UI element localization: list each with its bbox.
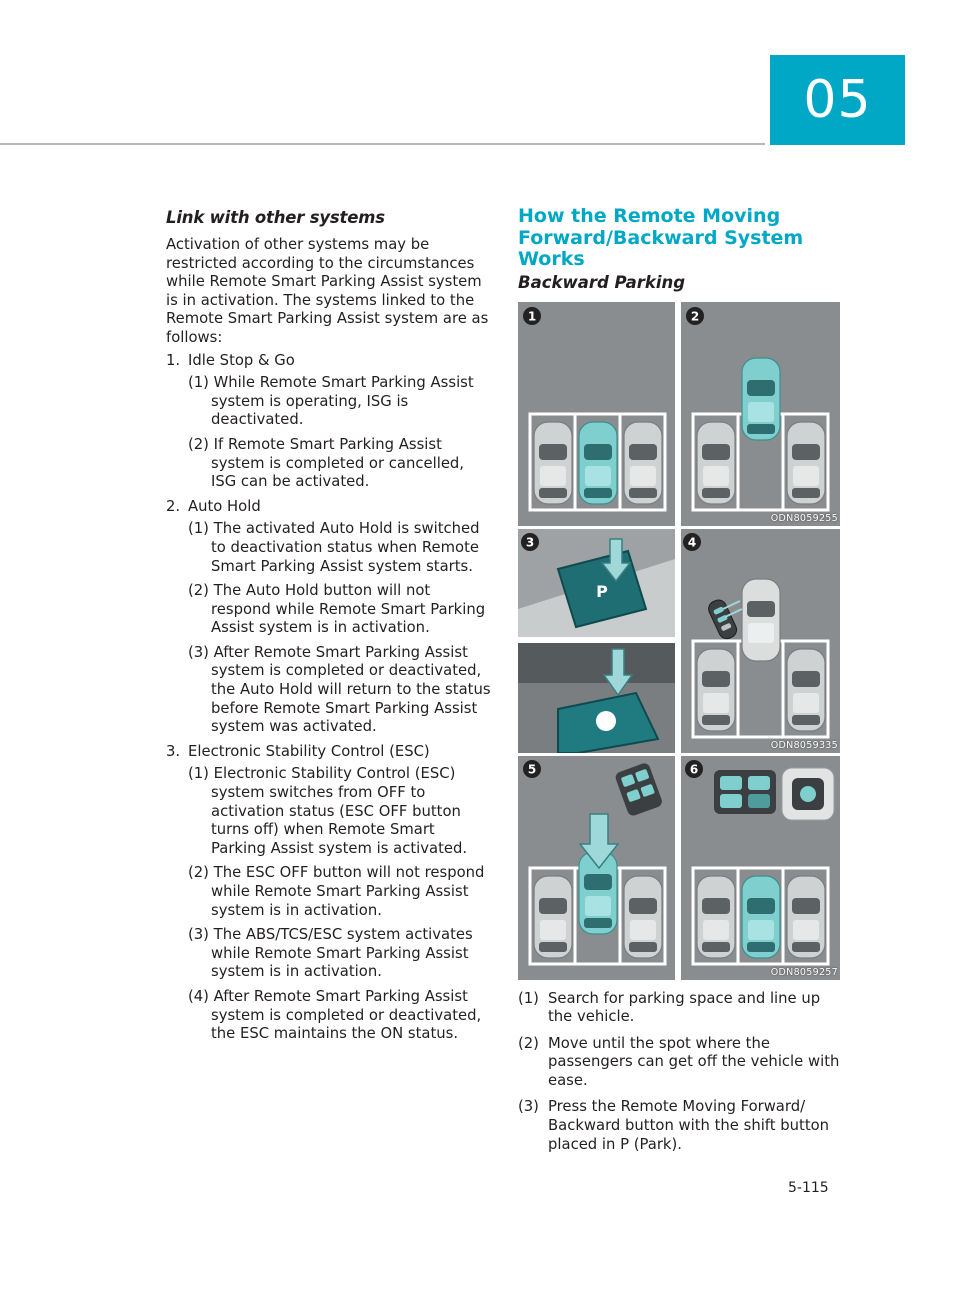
step-badge-5: 5 [527, 762, 537, 776]
steps-list [518, 990, 840, 1155]
sub-list-item: (2) The Auto Hold button will not respond while Remote Smart Parking Assist system is in activation. [188, 582, 486, 637]
sub-list-item: (1) The activated Auto Hold is switched to deactivation status when Remote Smart Parking Assist system starts. [188, 520, 480, 575]
linked-systems-list [166, 352, 492, 1044]
left-column [166, 206, 492, 1050]
step-badge-4: 4 [687, 535, 697, 549]
reverse-parking-illustration [518, 756, 840, 980]
sub-list-item: (2) The ESC OFF button will not respond while Remote Smart Parking Assist system is in activation. [188, 864, 485, 919]
step-badge-6: 6 [689, 762, 699, 776]
sub-list-item: (2) If Remote Smart Parking Assist system is completed or cancelled, ISG can be activated. [188, 435, 465, 491]
page-number: 5-115 [788, 1180, 829, 1196]
list-item: 3. Electronic Stability Control (ESC) (1) Electronic Stability Control (ESC) system switches from OFF to activation status (ESC OFF button turns off) when Remote Smart Parking Assist system is activated. (2) The ESC OFF button will not respond while Remote Smart Parking Assist system is in activation. (3) The ABS/TCS/ESC system activates while Remote Smart Parking Assist system is in activation. (4) After Remote Smart Parking Assist system is completed or deactivated, the ESC maintains the ON status. [166, 743, 492, 1044]
section-heading: How the Remote Moving Forward/Backward System Works [518, 205, 804, 270]
step-badge-3: 3 [525, 535, 535, 549]
shift-p-label: P [596, 581, 608, 601]
figure-code: ODN8059257 [770, 966, 838, 978]
sub-list-item: (3) After Remote Smart Parking Assist system is completed or deactivated, the Auto Hold will return to the status before Remote Smart Parking Assist system was activated. [188, 643, 491, 736]
chapter-tab: 05 [770, 55, 905, 145]
step-item: (3) Press the Remote Moving Forward/ Backward button with the shift button placed in P (Park). [518, 1098, 830, 1153]
step-badge-1: 1 [527, 309, 537, 323]
figure-step-5-6 [518, 756, 840, 980]
list-item: 2. Auto Hold (1) The activated Auto Hold is switched to deactivation status when Remote Smart Parking Assist system starts. (2) The Auto Hold button will not respond while Remote Smart Parking Assist system is in activation. (3) After Remote Smart Parking Assist system is completed or deactivated, the Auto Hold will return to the status before Remote Smart Parking Assist system was activated. [166, 497, 491, 736]
section-subheading: Link with other systems [166, 208, 385, 227]
step-item: (1) Search for parking space and line up the vehicle. [518, 989, 821, 1026]
sub-list-item: (1) Electronic Stability Control (ESC) system switches from OFF to activation status (ESC OFF button turns off) when Remote Smart Parking Assist system is activated. [188, 765, 468, 857]
figure-step-3-4 [518, 529, 840, 753]
step-item: (2) Move until the spot where the passengers can get off the vehicle with ease. [518, 1034, 840, 1089]
step-badge-2: 2 [690, 309, 700, 323]
figure-code: ODN8059335 [770, 739, 838, 751]
figure-step-1-2 [518, 302, 840, 526]
figure-code: ODN8059255 [770, 512, 838, 524]
shift-and-key-illustration [518, 529, 840, 753]
sub-list-item: (4) After Remote Smart Parking Assist system is completed or deactivated, the ESC maintains the ON status. [188, 987, 482, 1043]
list-item: 1. Idle Stop & Go (1) While Remote Smart Parking Assist system is operating, ISG is deactivated. (2) If Remote Smart Parking Assist system is completed or cancelled, ISG can be activated. [166, 352, 492, 492]
sub-list-item: (1) While Remote Smart Parking Assist system is operating, ISG is deactivated. [188, 374, 474, 429]
sub-list-item: (3) The ABS/TCS/ESC system activates while Remote Smart Parking Assist system is in activation. [188, 926, 473, 981]
backward-parking-subheading: Backward Parking [518, 272, 686, 292]
parking-illustration [518, 302, 840, 526]
header-rule [0, 143, 765, 145]
intro-paragraph: Activation of other systems may be restricted according to the circumstances while Remote Smart Parking Assist system is in activation. The systems linked to the Remote Smart Parking Assist system are as follows: [166, 236, 489, 346]
right-column [518, 206, 840, 1162]
